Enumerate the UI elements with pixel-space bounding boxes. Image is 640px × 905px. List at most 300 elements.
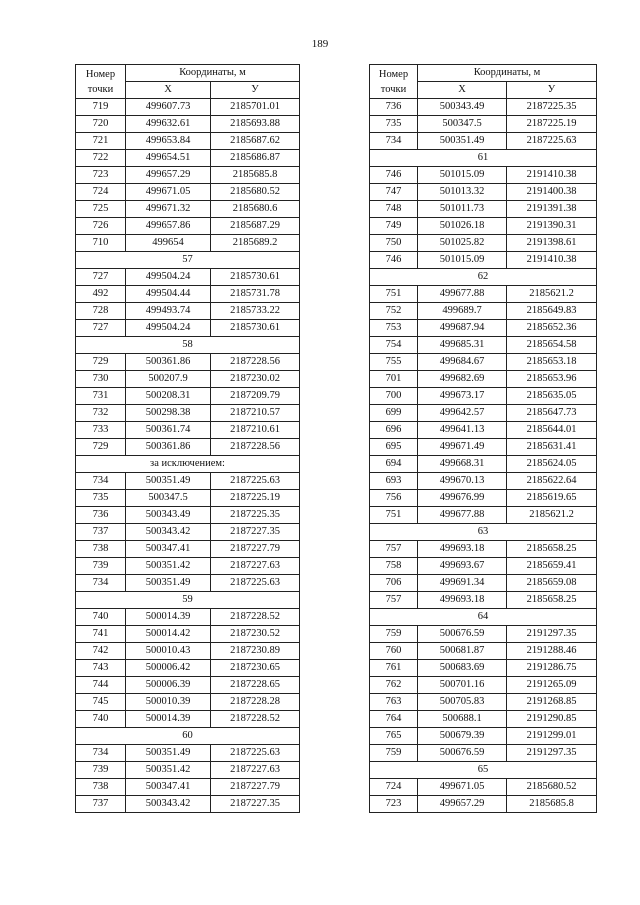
coordinates-header: Координаты, м — [418, 65, 597, 82]
x-coordinate-cell: 500014.39 — [126, 711, 211, 728]
point-number-cell: 728 — [76, 303, 126, 320]
y-coordinate-cell: 2185653.96 — [507, 371, 597, 388]
point-number-cell: 492 — [76, 286, 126, 303]
x-coordinate-cell: 500351.49 — [126, 575, 211, 592]
x-coordinate-cell: 499689.7 — [418, 303, 507, 320]
x-coordinate-cell: 499654.51 — [126, 150, 211, 167]
x-coordinate-cell: 500679.39 — [418, 728, 507, 745]
x-coordinate-cell: 500208.31 — [126, 388, 211, 405]
y-coordinate-cell: 2185701.01 — [211, 99, 300, 116]
table-row — [370, 422, 597, 439]
table-row — [370, 439, 597, 456]
y-coordinate-cell: 2191265.09 — [507, 677, 597, 694]
point-number-cell: 756 — [370, 490, 418, 507]
point-number-cell: 742 — [76, 643, 126, 660]
point-number-cell: 738 — [76, 541, 126, 558]
y-coordinate-cell: 2187228.52 — [211, 609, 300, 626]
point-number-cell: 734 — [76, 473, 126, 490]
table-row — [76, 694, 300, 711]
table-row — [370, 201, 597, 218]
point-number-cell: 757 — [370, 592, 418, 609]
y-coordinate-cell: 2185624.05 — [507, 456, 597, 473]
x-coordinate-cell: 500010.39 — [126, 694, 211, 711]
y-coordinate-cell: 2187227.63 — [211, 762, 300, 779]
x-coordinate-cell: 500347.41 — [126, 541, 211, 558]
point-number-cell: 724 — [370, 779, 418, 796]
point-number-cell: 749 — [370, 218, 418, 235]
y-coordinate-cell: 2187225.63 — [507, 133, 597, 150]
x-coordinate-cell: 499676.99 — [418, 490, 507, 507]
table-row — [76, 388, 300, 405]
point-number-cell: 763 — [370, 694, 418, 711]
point-number-cell: 726 — [76, 218, 126, 235]
point-number-cell: 696 — [370, 422, 418, 439]
table-row — [76, 405, 300, 422]
point-number-cell: 752 — [370, 303, 418, 320]
y-coordinate-cell: 2185680.6 — [211, 201, 300, 218]
table-row — [370, 711, 597, 728]
x-coordinate-cell: 500681.87 — [418, 643, 507, 660]
y-coordinate-cell: 2187225.63 — [211, 745, 300, 762]
table-row — [370, 218, 597, 235]
table-row — [76, 558, 300, 575]
x-coordinate-cell: 500014.42 — [126, 626, 211, 643]
table-row — [76, 99, 300, 116]
y-coordinate-cell: 2191400.38 — [507, 184, 597, 201]
point-number-cell: 745 — [76, 694, 126, 711]
section-label: 60 — [76, 728, 300, 745]
point-number-cell: 757 — [370, 541, 418, 558]
x-coordinate-cell: 500207.9 — [126, 371, 211, 388]
y-coordinate-cell: 2185693.88 — [211, 116, 300, 133]
table-row — [370, 507, 597, 524]
table-row — [76, 524, 300, 541]
table-row — [370, 643, 597, 660]
table-row — [370, 490, 597, 507]
y-coordinate-cell: 2185649.83 — [507, 303, 597, 320]
y-coordinate-cell: 2185686.87 — [211, 150, 300, 167]
y-coordinate-cell: 2191297.35 — [507, 745, 597, 762]
point-number-cell: 701 — [370, 371, 418, 388]
point-number-cell: 765 — [370, 728, 418, 745]
table-row — [76, 235, 300, 252]
y-coordinate-cell: 2185635.05 — [507, 388, 597, 405]
x-coordinate-cell: 499642.57 — [418, 405, 507, 422]
table-row — [76, 677, 300, 694]
x-coordinate-cell: 501015.09 — [418, 252, 507, 269]
x-coordinate-cell: 500006.39 — [126, 677, 211, 694]
point-number-cell: 719 — [76, 99, 126, 116]
point-number-cell: 734 — [76, 575, 126, 592]
point-number-cell: 759 — [370, 626, 418, 643]
point-number-cell: 722 — [76, 150, 126, 167]
section-label: 62 — [370, 269, 597, 286]
point-number-cell: 751 — [370, 286, 418, 303]
x-coordinate-cell: 500361.86 — [126, 354, 211, 371]
x-coordinate-cell: 499671.32 — [126, 201, 211, 218]
table-row — [370, 116, 597, 133]
x-coordinate-cell: 500705.83 — [418, 694, 507, 711]
table-row — [370, 303, 597, 320]
x-coordinate-cell: 500361.74 — [126, 422, 211, 439]
x-header: X — [126, 82, 211, 99]
x-coordinate-cell: 499671.49 — [418, 439, 507, 456]
table-row — [76, 643, 300, 660]
y-coordinate-cell: 2191410.38 — [507, 252, 597, 269]
y-coordinate-cell: 2187228.56 — [211, 439, 300, 456]
table-row — [370, 626, 597, 643]
x-coordinate-cell: 499632.61 — [126, 116, 211, 133]
x-coordinate-cell: 499693.67 — [418, 558, 507, 575]
y-coordinate-cell: 2187225.19 — [211, 490, 300, 507]
point-number-cell: 734 — [76, 745, 126, 762]
table-row — [370, 592, 597, 609]
point-number-cell: 761 — [370, 660, 418, 677]
section-row — [370, 609, 597, 626]
table-row — [370, 558, 597, 575]
y-coordinate-cell: 2187225.19 — [507, 116, 597, 133]
y-coordinate-cell: 2185680.52 — [211, 184, 300, 201]
table-row — [370, 796, 597, 813]
x-coordinate-cell: 500351.49 — [418, 133, 507, 150]
x-coordinate-cell: 499677.88 — [418, 507, 507, 524]
y-header: У — [211, 82, 300, 99]
x-coordinate-cell: 500298.38 — [126, 405, 211, 422]
point-number-cell: 740 — [76, 711, 126, 728]
table-row — [370, 286, 597, 303]
y-coordinate-cell: 2187225.35 — [211, 507, 300, 524]
section-label: 59 — [76, 592, 300, 609]
y-coordinate-cell: 2191410.38 — [507, 167, 597, 184]
point-number-cell: 727 — [76, 320, 126, 337]
section-label: 63 — [370, 524, 597, 541]
x-coordinate-cell: 500676.59 — [418, 745, 507, 762]
y-coordinate-cell: 2185687.62 — [211, 133, 300, 150]
table-row — [76, 439, 300, 456]
point-number-cell: 732 — [76, 405, 126, 422]
x-coordinate-cell: 499641.13 — [418, 422, 507, 439]
y-coordinate-cell: 2187225.35 — [507, 99, 597, 116]
y-coordinate-cell: 2187227.35 — [211, 524, 300, 541]
y-coordinate-cell: 2185689.2 — [211, 235, 300, 252]
point-number-header: Номер точки — [370, 65, 418, 99]
x-coordinate-cell: 500343.49 — [418, 99, 507, 116]
y-coordinate-cell: 2187228.52 — [211, 711, 300, 728]
x-coordinate-cell: 501013.32 — [418, 184, 507, 201]
x-coordinate-cell: 499668.31 — [418, 456, 507, 473]
y-coordinate-cell: 2185685.8 — [507, 796, 597, 813]
point-number-cell: 724 — [76, 184, 126, 201]
point-number-cell: 731 — [76, 388, 126, 405]
table-row — [370, 779, 597, 796]
table-row — [370, 694, 597, 711]
y-coordinate-cell: 2191391.38 — [507, 201, 597, 218]
x-coordinate-cell: 500343.49 — [126, 507, 211, 524]
y-coordinate-cell: 2185654.58 — [507, 337, 597, 354]
point-number-cell: 734 — [370, 133, 418, 150]
table-row — [76, 371, 300, 388]
point-number-cell: 729 — [76, 439, 126, 456]
point-number-cell: 699 — [370, 405, 418, 422]
point-number-cell: 738 — [76, 779, 126, 796]
section-row — [370, 269, 597, 286]
y-coordinate-cell: 2185652.36 — [507, 320, 597, 337]
point-number-cell: 764 — [370, 711, 418, 728]
table-row — [76, 184, 300, 201]
table-row — [76, 796, 300, 813]
x-coordinate-cell: 499504.24 — [126, 320, 211, 337]
table-row — [76, 354, 300, 371]
x-coordinate-cell: 500351.49 — [126, 745, 211, 762]
y-coordinate-cell: 2187228.28 — [211, 694, 300, 711]
y-header: У — [507, 82, 597, 99]
x-coordinate-cell: 500347.41 — [126, 779, 211, 796]
point-number-header: Номер точки — [76, 65, 126, 99]
table-row — [76, 150, 300, 167]
y-coordinate-cell: 2187225.63 — [211, 575, 300, 592]
x-coordinate-cell: 499693.18 — [418, 592, 507, 609]
section-label: 61 — [370, 150, 597, 167]
x-coordinate-cell: 501025.82 — [418, 235, 507, 252]
table-row — [370, 133, 597, 150]
point-number-cell: 720 — [76, 116, 126, 133]
point-number-cell: 700 — [370, 388, 418, 405]
y-coordinate-cell: 2185631.41 — [507, 439, 597, 456]
point-number-cell: 730 — [76, 371, 126, 388]
point-number-cell: 762 — [370, 677, 418, 694]
section-row — [370, 762, 597, 779]
table-row — [370, 235, 597, 252]
y-coordinate-cell: 2185621.2 — [507, 286, 597, 303]
x-coordinate-cell: 499687.94 — [418, 320, 507, 337]
x-coordinate-cell: 499671.05 — [126, 184, 211, 201]
point-number-cell: 759 — [370, 745, 418, 762]
x-coordinate-cell: 499493.74 — [126, 303, 211, 320]
point-number-cell: 727 — [76, 269, 126, 286]
x-coordinate-cell: 501011.73 — [418, 201, 507, 218]
y-coordinate-cell: 2191398.61 — [507, 235, 597, 252]
table-row — [76, 201, 300, 218]
x-coordinate-cell: 500006.42 — [126, 660, 211, 677]
table-row — [76, 490, 300, 507]
x-coordinate-cell: 499691.34 — [418, 575, 507, 592]
section-row — [76, 337, 300, 354]
table-row — [76, 609, 300, 626]
y-coordinate-cell: 2185687.29 — [211, 218, 300, 235]
y-coordinate-cell: 2185622.64 — [507, 473, 597, 490]
x-coordinate-cell: 500361.86 — [126, 439, 211, 456]
x-coordinate-cell: 499653.84 — [126, 133, 211, 150]
y-coordinate-cell: 2185644.01 — [507, 422, 597, 439]
x-coordinate-cell: 500351.49 — [126, 473, 211, 490]
y-coordinate-cell: 2187227.79 — [211, 541, 300, 558]
point-number-cell: 736 — [76, 507, 126, 524]
x-coordinate-cell: 499685.31 — [418, 337, 507, 354]
x-header: X — [418, 82, 507, 99]
x-coordinate-cell: 500676.59 — [418, 626, 507, 643]
table-row — [370, 184, 597, 201]
point-number-cell: 725 — [76, 201, 126, 218]
table-row — [76, 762, 300, 779]
x-coordinate-cell: 499684.67 — [418, 354, 507, 371]
x-coordinate-cell: 499657.29 — [418, 796, 507, 813]
point-number-cell: 743 — [76, 660, 126, 677]
x-coordinate-cell: 501026.18 — [418, 218, 507, 235]
y-coordinate-cell: 2191297.35 — [507, 626, 597, 643]
table-row — [76, 320, 300, 337]
y-coordinate-cell: 2185730.61 — [211, 269, 300, 286]
section-row — [76, 728, 300, 745]
table-row — [370, 167, 597, 184]
x-coordinate-cell: 500010.43 — [126, 643, 211, 660]
table-row — [76, 167, 300, 184]
point-number-cell: 755 — [370, 354, 418, 371]
x-coordinate-cell: 500343.42 — [126, 524, 211, 541]
y-coordinate-cell: 2185658.25 — [507, 592, 597, 609]
section-row — [370, 150, 597, 167]
y-coordinate-cell: 2187228.65 — [211, 677, 300, 694]
x-coordinate-cell: 500683.69 — [418, 660, 507, 677]
section-row — [76, 252, 300, 269]
y-coordinate-cell: 2187230.65 — [211, 660, 300, 677]
point-number-cell: 751 — [370, 507, 418, 524]
section-label: 57 — [76, 252, 300, 269]
table-row — [76, 133, 300, 150]
x-coordinate-cell: 500351.42 — [126, 762, 211, 779]
y-coordinate-cell: 2191390.31 — [507, 218, 597, 235]
point-number-cell: 694 — [370, 456, 418, 473]
table-row — [370, 456, 597, 473]
y-coordinate-cell: 2185653.18 — [507, 354, 597, 371]
x-coordinate-cell: 499670.13 — [418, 473, 507, 490]
y-coordinate-cell: 2187227.79 — [211, 779, 300, 796]
section-label: 65 — [370, 762, 597, 779]
y-coordinate-cell: 2187227.35 — [211, 796, 300, 813]
table-row — [370, 405, 597, 422]
y-coordinate-cell: 2185658.25 — [507, 541, 597, 558]
y-coordinate-cell: 2185730.61 — [211, 320, 300, 337]
coordinates-header: Координаты, м — [126, 65, 300, 82]
point-number-cell: 758 — [370, 558, 418, 575]
table-row — [76, 303, 300, 320]
point-number-cell: 736 — [370, 99, 418, 116]
x-coordinate-cell: 499693.18 — [418, 541, 507, 558]
point-number-cell: 721 — [76, 133, 126, 150]
x-coordinate-cell: 500688.1 — [418, 711, 507, 728]
point-number-cell: 723 — [370, 796, 418, 813]
x-coordinate-cell: 499654 — [126, 235, 211, 252]
y-coordinate-cell: 2187225.63 — [211, 473, 300, 490]
point-number-cell: 723 — [76, 167, 126, 184]
point-number-cell: 706 — [370, 575, 418, 592]
coordinates-table-right — [369, 64, 597, 813]
point-number-cell: 760 — [370, 643, 418, 660]
section-label: 58 — [76, 337, 300, 354]
point-number-cell: 693 — [370, 473, 418, 490]
point-number-cell: 746 — [370, 167, 418, 184]
table-row — [370, 354, 597, 371]
table-row — [370, 252, 597, 269]
y-coordinate-cell: 2187209.79 — [211, 388, 300, 405]
table-row — [370, 99, 597, 116]
point-number-cell: 695 — [370, 439, 418, 456]
table-row — [76, 660, 300, 677]
y-coordinate-cell: 2191286.75 — [507, 660, 597, 677]
table-row — [370, 745, 597, 762]
table-row — [76, 473, 300, 490]
table-row — [76, 286, 300, 303]
point-number-cell: 741 — [76, 626, 126, 643]
table-row — [370, 677, 597, 694]
y-coordinate-cell: 2191268.85 — [507, 694, 597, 711]
point-number-cell: 754 — [370, 337, 418, 354]
y-coordinate-cell: 2187210.61 — [211, 422, 300, 439]
y-coordinate-cell: 2191288.46 — [507, 643, 597, 660]
point-number-cell: 733 — [76, 422, 126, 439]
point-number-cell: 744 — [76, 677, 126, 694]
section-row — [76, 592, 300, 609]
x-coordinate-cell: 499607.73 — [126, 99, 211, 116]
x-coordinate-cell: 499671.05 — [418, 779, 507, 796]
y-coordinate-cell: 2187228.56 — [211, 354, 300, 371]
table-row — [76, 218, 300, 235]
table-row — [370, 337, 597, 354]
point-number-cell: 737 — [76, 524, 126, 541]
x-coordinate-cell: 500343.42 — [126, 796, 211, 813]
section-label: за исключением: — [76, 456, 300, 473]
y-coordinate-cell: 2185731.78 — [211, 286, 300, 303]
x-coordinate-cell: 499677.88 — [418, 286, 507, 303]
x-coordinate-cell: 499504.44 — [126, 286, 211, 303]
y-coordinate-cell: 2185733.22 — [211, 303, 300, 320]
table-row — [76, 711, 300, 728]
point-number-cell: 746 — [370, 252, 418, 269]
table-row — [370, 473, 597, 490]
point-number-cell: 729 — [76, 354, 126, 371]
y-coordinate-cell: 2185647.73 — [507, 405, 597, 422]
point-number-cell: 737 — [76, 796, 126, 813]
x-coordinate-cell: 499682.69 — [418, 371, 507, 388]
table-row — [370, 371, 597, 388]
table-row — [370, 541, 597, 558]
y-coordinate-cell: 2187210.57 — [211, 405, 300, 422]
x-coordinate-cell: 501015.09 — [418, 167, 507, 184]
y-coordinate-cell: 2187230.02 — [211, 371, 300, 388]
table-row — [76, 626, 300, 643]
table-row — [76, 116, 300, 133]
table-row — [76, 745, 300, 762]
table-row — [76, 779, 300, 796]
point-number-cell: 740 — [76, 609, 126, 626]
section-row — [370, 524, 597, 541]
table-row — [370, 575, 597, 592]
point-number-cell: 750 — [370, 235, 418, 252]
table-row — [76, 269, 300, 286]
x-coordinate-cell: 499657.86 — [126, 218, 211, 235]
point-number-cell: 735 — [76, 490, 126, 507]
y-coordinate-cell: 2187230.89 — [211, 643, 300, 660]
coordinates-table-left — [75, 64, 300, 813]
table-row — [370, 660, 597, 677]
y-coordinate-cell: 2191299.01 — [507, 728, 597, 745]
table-row — [370, 728, 597, 745]
y-coordinate-cell: 2191290.85 — [507, 711, 597, 728]
section-label: 64 — [370, 609, 597, 626]
page-number: 189 — [311, 38, 329, 50]
point-number-cell: 753 — [370, 320, 418, 337]
x-coordinate-cell: 500351.42 — [126, 558, 211, 575]
point-number-cell: 739 — [76, 558, 126, 575]
